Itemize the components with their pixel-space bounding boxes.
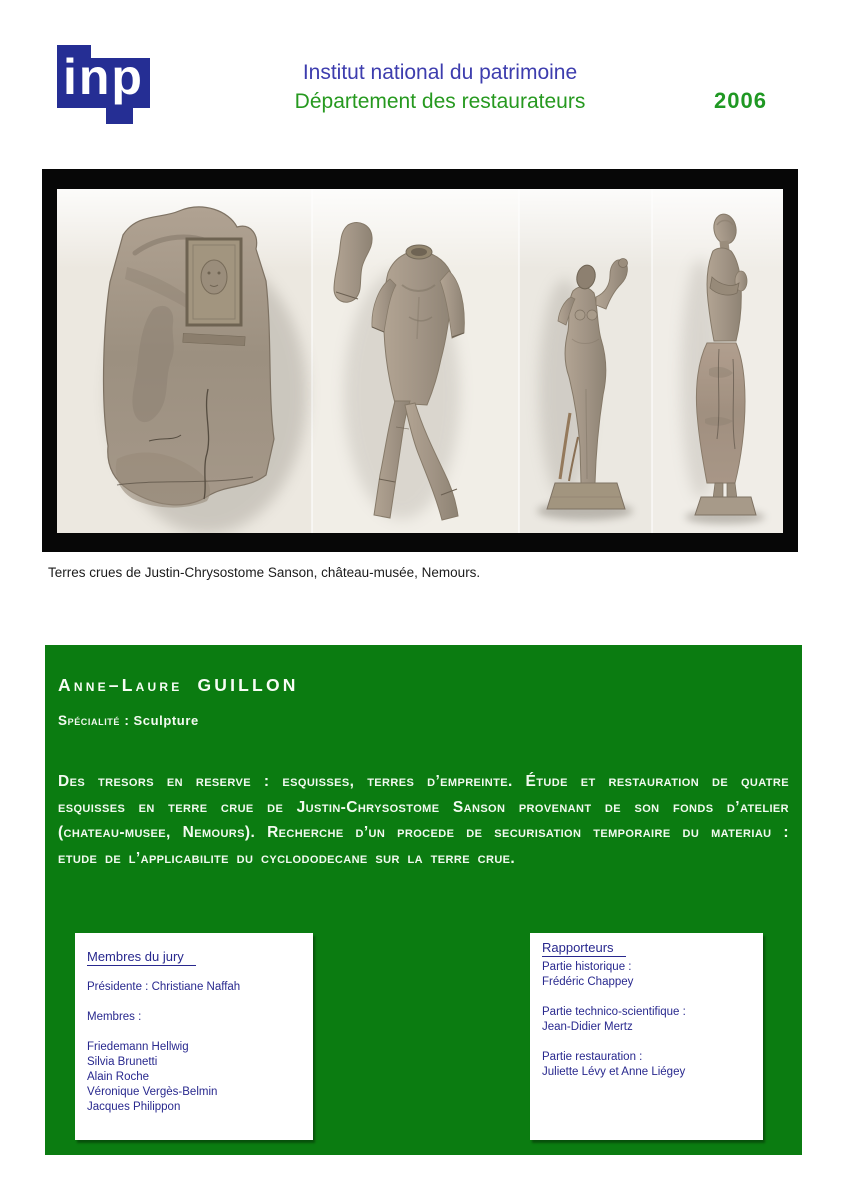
specialty-label: Spécialité : [58, 713, 130, 728]
inp-logo [57, 45, 150, 125]
green-section [45, 645, 802, 1155]
jury-line: Membres : [87, 1011, 142, 1023]
specialty-line [58, 713, 789, 728]
rapporteur-line: Juliette Lévy et Anne Liégey [542, 1066, 686, 1078]
jury-line: Véronique Vergès-Belmin [87, 1086, 218, 1098]
jury-line: Friedemann Hellwig [87, 1041, 189, 1053]
rapporteur-line: Partie restauration : [542, 1051, 643, 1063]
institution-title: Institut national du patrimoine [302, 61, 578, 84]
rapporteurs-box [530, 933, 763, 1140]
thesis-title: Des tresors en reserve : esquisses, terres d’empreinte. Étude et restauration de quatre esquisses en terre crue de Justin-Chrysostome Sanson provenant de son fonds d’atelier (chateau-musee, Nemours). Recherche d’un procede de securisation temporaire du materiau : etude de l’applicabilite du cyclododecane sur la terre crue. [58, 773, 789, 867]
year-label: 2006 [714, 88, 767, 113]
author-name: Anne–Laure GUILLON [58, 675, 299, 695]
logo-shape-bottom [106, 108, 133, 124]
jury-box [75, 933, 313, 1140]
jury-line: Silvia Brunetti [87, 1056, 158, 1068]
jury-line [87, 995, 301, 1010]
rapporteurs-box-heading: Rapporteurs [542, 940, 626, 957]
department-title: Département des restaurateurs [294, 90, 586, 113]
specialty-value: Sculpture [133, 713, 199, 728]
sculptures-photo-svg [57, 189, 783, 533]
logo-text: inp [63, 49, 144, 105]
jury-box-heading: Membres du jury [87, 949, 196, 966]
rapporteur-line: Partie historique : [542, 961, 632, 973]
photo-caption: Terres crues de Justin-Chrysostome Sanson, château-musée, Nemours. [48, 565, 481, 580]
sculptures-photo [42, 169, 798, 552]
rapporteur-line [542, 1035, 751, 1050]
rapporteur-line: Frédéric Chappey [542, 976, 634, 988]
jury-line: Alain Roche [87, 1071, 150, 1083]
jury-line: Présidente : Christiane Naffah [87, 981, 241, 993]
jury-line [87, 1025, 301, 1040]
rapporteur-line: Partie technico-scientifique : [542, 1006, 686, 1018]
jury-box-lines [87, 980, 301, 1115]
rapporteur-line: Jean-Didier Mertz [542, 1021, 633, 1033]
institution-titles [220, 58, 660, 116]
jury-line: Jacques Philippon [87, 1101, 181, 1113]
rapporteur-line [542, 990, 751, 1005]
rapporteurs-box-lines [542, 960, 751, 1080]
